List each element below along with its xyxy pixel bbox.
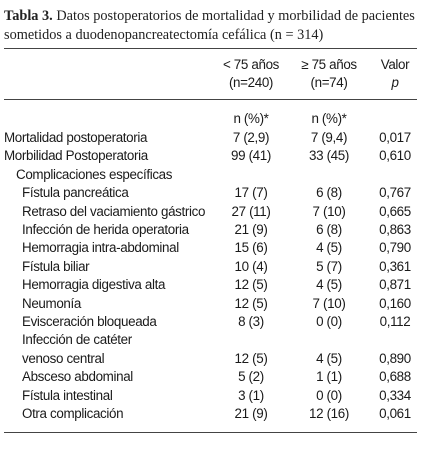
row-label: Infección de catéter — [22, 332, 132, 348]
table-row — [4, 239, 417, 257]
cell-p-value: 0,890 — [379, 350, 411, 366]
row-label: Hemorragia intra-abdominal — [22, 240, 179, 256]
cell-over-75: 4 (5) — [316, 350, 342, 366]
row-label: Fístula biliar — [22, 258, 90, 274]
cell-under-75: 3 (1) — [238, 387, 264, 403]
row-label: Fístula intestinal — [22, 387, 113, 403]
cell-p-value: 0,871 — [379, 277, 411, 293]
cell-under-75: 7 (2,9) — [232, 130, 270, 145]
cell-p-value: 0,688 — [379, 369, 411, 385]
col-header-valor: Valor — [380, 57, 410, 72]
table-row — [4, 129, 417, 147]
col-header-p: p — [391, 75, 399, 90]
cell-p-value: 0,160 — [379, 295, 411, 311]
cell-p-value: 0,061 — [379, 406, 411, 421]
cell-over-75: 7 (10) — [312, 295, 346, 311]
row-label: Complicaciones específicas — [16, 166, 173, 182]
cell-under-75: 12 (5) — [234, 277, 268, 293]
cell-under-75: 8 (3) — [238, 314, 264, 329]
row-label: Mortalidad postoperatoria — [4, 130, 148, 145]
row-label: Hemorragia digestiva alta — [22, 277, 166, 293]
cell-over-75: 33 (45) — [309, 148, 349, 164]
table-row — [4, 350, 417, 368]
table-row — [4, 203, 417, 221]
cell-over-75: 7 (9,4) — [310, 130, 348, 145]
cell-under-75: 12 (5) — [234, 350, 268, 366]
table-row — [4, 184, 417, 202]
cell-p-value: 0,665 — [379, 203, 411, 219]
cell-p-value: 0,610 — [379, 148, 411, 164]
row-label: Fístula pancreática — [22, 185, 129, 201]
header-row-1 — [4, 56, 417, 74]
cell-under-75: 27 (11) — [231, 203, 271, 219]
unit-over-75: n (%)* — [311, 111, 347, 126]
cell-under-75: 15 (6) — [234, 240, 268, 256]
col-header-under-75: < 75 años — [222, 57, 280, 72]
cell-p-value: 0,334 — [379, 387, 411, 403]
cell-over-75: 1 (1) — [316, 369, 342, 385]
table-row — [4, 276, 417, 294]
cell-over-75: 0 (0) — [316, 314, 342, 329]
row-label: Morbilidad Postoperatoria — [4, 148, 148, 164]
cell-p-value: 0,361 — [379, 258, 411, 274]
table-row — [4, 147, 417, 165]
row-label: Otra complicación — [22, 406, 124, 421]
table-caption — [4, 7, 418, 45]
col-header-n-under-75: (n=240) — [228, 75, 274, 90]
table-row — [4, 221, 417, 239]
cell-over-75: 0 (0) — [316, 387, 342, 403]
cell-over-75: 6 (8) — [316, 185, 342, 201]
row-label: Neumonía — [22, 295, 81, 311]
table-row — [4, 368, 417, 386]
cell-over-75: 5 (7) — [316, 258, 342, 274]
table-row — [4, 387, 417, 405]
table-row — [4, 331, 417, 349]
cell-over-75: 6 (8) — [316, 222, 342, 237]
cell-p-value: 0,863 — [379, 222, 411, 237]
cell-over-75: 7 (10) — [312, 203, 346, 219]
cell-over-75: 4 (5) — [316, 277, 342, 293]
cell-under-75: 5 (2) — [238, 369, 264, 385]
cell-p-value: 0,112 — [379, 314, 411, 329]
table-row — [4, 166, 417, 184]
cell-under-75: 21 (9) — [234, 222, 268, 237]
row-label: Evisceración bloqueada — [22, 314, 157, 329]
caption-text: Datos postoperatorios de mortalidad y morbilidad de pacientes sometidos a duodenopancreatectomía cefálica (n = 314) — [4, 8, 415, 43]
table-row — [4, 295, 417, 313]
row-label: Retraso del vaciamiento gástrico — [22, 203, 206, 219]
col-header-over-75: ≥ 75 años — [301, 57, 357, 72]
unit-row — [4, 110, 417, 128]
cell-p-value: 0,017 — [379, 130, 411, 145]
cell-over-75: 4 (5) — [316, 240, 342, 256]
cell-under-75: 12 (5) — [234, 295, 268, 311]
cell-under-75: 10 (4) — [234, 258, 268, 274]
unit-under-75: n (%)* — [233, 111, 269, 126]
cell-under-75: 99 (41) — [231, 148, 271, 164]
top-rule — [4, 48, 417, 49]
caption-label: Tabla 3. — [4, 8, 53, 24]
table-row — [4, 313, 417, 331]
bottom-rule — [4, 432, 417, 433]
cell-p-value: 0,790 — [379, 240, 411, 256]
row-label: Absceso abdominal — [22, 369, 133, 385]
cell-under-75: 17 (7) — [234, 185, 268, 201]
cell-over-75: 12 (16) — [309, 406, 349, 421]
row-label: Infección de herida operatoria — [22, 222, 189, 237]
row-label: venoso central — [22, 350, 105, 366]
header-row-2 — [4, 74, 417, 92]
cell-under-75: 21 (9) — [234, 406, 268, 421]
table-row — [4, 405, 417, 423]
header-rule — [4, 99, 417, 100]
cell-p-value: 0,767 — [379, 185, 411, 201]
table-row — [4, 258, 417, 276]
col-header-n-over-75: (n=74) — [310, 75, 348, 90]
